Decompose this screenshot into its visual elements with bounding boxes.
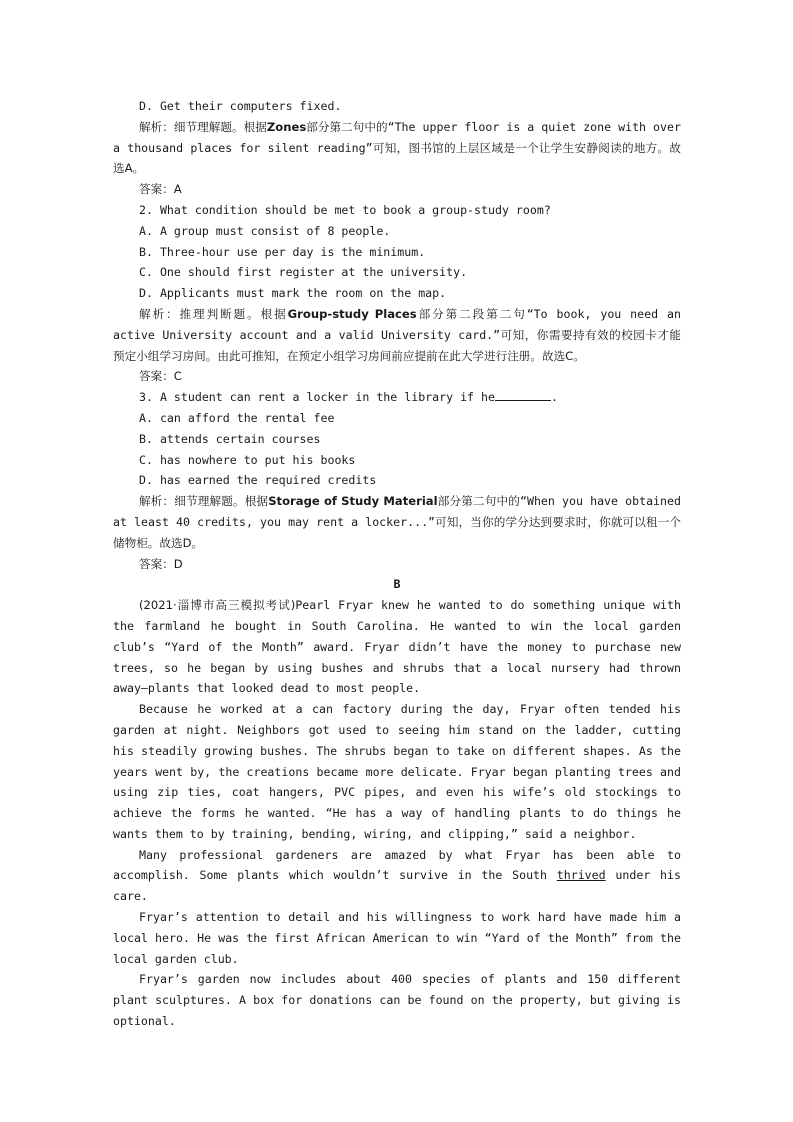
q2-analysis-quote: “To book, you need an active University account and a valid University card.”	[113, 306, 681, 342]
q1-analysis-quote: “The upper floor is a quiet zone with over a thousand places for silent reading”	[113, 119, 681, 155]
q3-analysis	[113, 491, 681, 553]
q1-analysis-lead: 解析：细节理解题。根据	[139, 119, 267, 134]
q3-option: B. attends certain courses	[139, 431, 321, 446]
q2-answer: 答案：C	[139, 369, 182, 384]
q1-analysis-keyword: Zones	[266, 119, 307, 134]
q2-option: D. Applicants must mark the room on the map.	[139, 286, 447, 301]
q3-analysis-mid: 部分第二句中的	[437, 494, 520, 509]
passage-paragraph-3-end: under his care.	[113, 868, 681, 904]
q3-stem-end: .	[550, 390, 558, 405]
document-page	[113, 96, 681, 1032]
q1-answer: 答案：A	[139, 182, 182, 197]
q1-analysis	[113, 117, 681, 179]
q2-analysis	[113, 304, 681, 366]
passage-paragraph-3-lead: Many professional gardeners are amazed by what Fryar has been able to accomplish. Some plants which wouldn’t survive in the South	[113, 847, 681, 883]
q2-analysis-mid: 部分第二段第二句	[416, 306, 527, 321]
passage-paragraph-4: Fryar’s attention to detail and his willingness to work hard have made him a local hero. He was the first African American to win “Yard of the Month” from the local garden club.	[113, 910, 681, 966]
section-heading-b: B	[393, 577, 401, 592]
passage-source: (2021·淄博市高三模拟考试)	[139, 598, 296, 613]
q3-option: D. has earned the required credits	[139, 473, 377, 488]
q2-option: B. Three-hour use per day is the minimum.	[139, 244, 426, 259]
q3-option: C. has nowhere to put his books	[139, 452, 356, 467]
q3-stem	[113, 387, 681, 408]
q2-option: C. One should first register at the university.	[139, 265, 468, 280]
answer-blank	[495, 388, 551, 401]
underlined-word: thrived	[556, 868, 606, 883]
q1-analysis-mid: 部分第二句中的	[306, 119, 388, 134]
q2-stem: 2. What condition should be met to book a group-study room?	[139, 202, 551, 217]
q3-analysis-quote: “When you have obtained at least 40 credits, you may rent a locker...”	[113, 494, 681, 529]
q2-option: A. A group must consist of 8 people.	[139, 223, 391, 238]
q1-analysis-conclusion: 可知，图书馆的上层区域是一个让学生安静阅读的地方。故选A。	[113, 140, 681, 176]
passage-paragraph-2: Because he worked at a can factory during the day, Fryar often tended his garden at night. Neighbors got used to seeing him stand on the ladder, cutting his steadily growing bushes. The shrubs began to take on different shapes. As the years went by, the creations became more delicate. Fryar began planting trees and using zip ties, coat hangers, PVC pipes, and even his wife’s old stockings to achieve the forms he wanted. “He has a way of handling plants to do things he wants them to by training, bending, wiring, and clipping,” said a neighbor.	[113, 702, 681, 841]
q3-answer: 答案：D	[139, 556, 183, 571]
q2-analysis-conclusion: 可知，你需要持有效的校园卡才能预定小组学习房间。由此可推知，在预定小组学习房间前应提前在此大学进行注册。故选C。	[113, 327, 681, 363]
q3-analysis-lead: 解析：细节理解题。根据	[139, 494, 269, 509]
passage-paragraph-3	[113, 845, 681, 907]
q1-option-d: D. Get their computers fixed.	[139, 99, 342, 113]
q2-analysis-lead: 解析：推理判断题。根据	[139, 306, 288, 321]
q3-option: A. can afford the rental fee	[139, 410, 335, 425]
q2-analysis-keyword: Group-study Places	[287, 306, 417, 321]
q3-stem-text: 3. A student can rent a locker in the library if he	[139, 390, 495, 405]
passage-paragraph-1	[113, 595, 681, 699]
q3-analysis-conclusion: 可知，当你的学分达到要求时，你就可以租一个储物柜。故选D。	[113, 514, 681, 550]
passage-paragraph-1-text: Pearl Fryar knew he wanted to do something unique with the farmland he bought in South Carolina. He wanted to win the local garden club’s “Yard of the Month” award. Fryar didn’t have the money to purchase new trees, so he began by using bushes and shrubs that a local nursery had thrown away—plants that looked dead to most people.	[113, 598, 681, 696]
passage-paragraph-5: Fryar’s garden now includes about 400 species of plants and 150 different plant sculptures. A box for donations can be found on the property, but giving is optional.	[113, 972, 681, 1029]
q3-analysis-keyword: Storage of Study Material	[268, 494, 438, 509]
